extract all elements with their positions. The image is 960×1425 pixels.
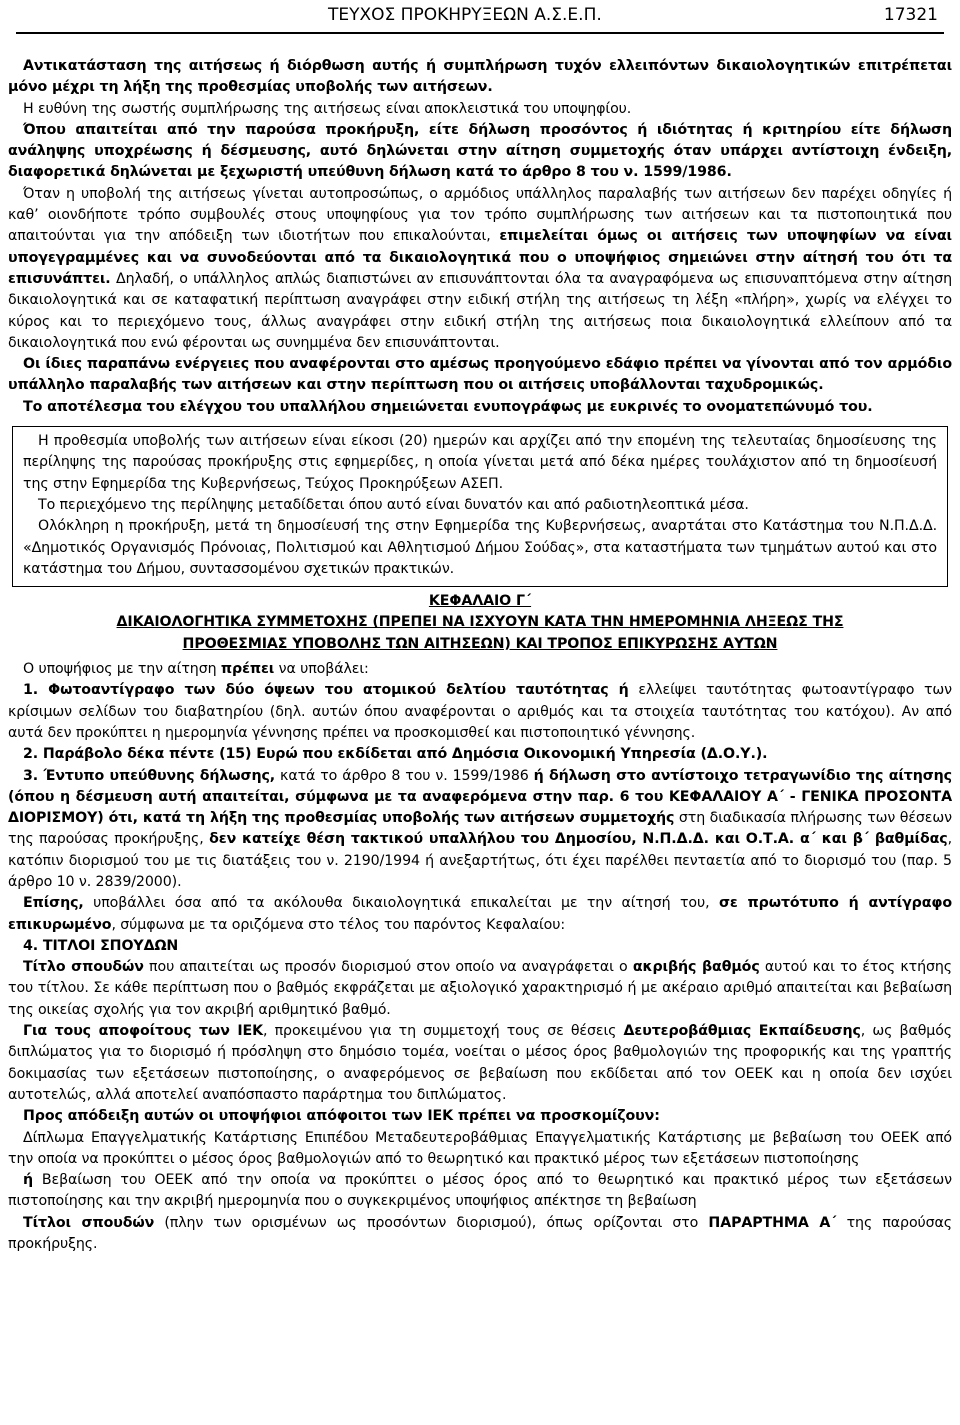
text-span: Βεβαίωση του ΟΕΕΚ από την οποία να προκύπτει ο μέσος όρος από το θεωρητικό και πρακτικό μέρος των εξετάσεων πιστοποίησης και την ακριβή ημερομηνία που ο συγκεκριμένος υποψήφιος απέκτησε τη βεβαίωση (8, 1172, 952, 1210)
text-span: στη διαδικασία πλήρωσης των θέσεων της παρούσας προκήρυξης, (8, 810, 952, 848)
paragraph-other-titles (8, 1213, 952, 1256)
paragraph-iek-proof (8, 1106, 952, 1127)
deadline-box (12, 426, 948, 587)
bold-text: ή δήλωση στο αντίστοιχο τετραγωνίδιο της αίτησης (όπου η δέσμευση αυτή απαιτείται, σύμφωνα με τα αναφερόμενα στην παρ. 6 του ΚΕΦΑΛΑΙΟΥ Α΄ - ΓΕΝΙΚΑ ΠΡΟΣΟΝΤΑ ΔΙΟΡΙΣΜΟΥ) ότι, κατά τη λήξη της προθεσμίας υποβολής των αιτήσεων συμμετοχής (8, 767, 952, 827)
bold-text: ή (23, 1172, 34, 1189)
page-header (8, 0, 952, 34)
paragraph-replacement (8, 56, 952, 99)
bold-text: Το αποτέλεσμα του ελέγχου του υπαλλήλου σημειώνεται ενυπογράφως με ευκρινές το ονοματεπώνυμό του. (23, 398, 873, 415)
text-span: αυτού και το έτος κτήσης του τίτλου. Σε κάθε περίπτωση που ο βαθμός εκφράζεται με αξιολογικό χαρακτηρισμό ή με ακέραιο αριθμό απαιτείται και βεβαίωση της οικείας σχολής για τον ακριβή αριθμητικό βαθμό. (8, 959, 952, 1018)
paragraph-declaration (8, 120, 952, 184)
chapter-subtitle-line-1: ΔΙΚΑΙΟΛΟΓΗΤΙΚΑ ΣΥΜΜΕΤΟΧΗΣ (ΠΡΕΠΕΙ ΝΑ ΙΣΧΥΟΥΝ ΚΑΤΑ ΤΗΝ ΗΜΕΡΟΜΗΝΙΑ ΛΗΞΕΩΣ ΤΗΣ (116, 614, 844, 631)
bold-text: Επίσης, (23, 895, 84, 912)
paragraph-also (8, 893, 952, 936)
publication-title: ΤΕΥΧΟΣ ΠΡΟΚΗΡΥΞΕΩΝ Α.Σ.Ε.Π. (328, 5, 602, 25)
text-span: ελλείψει ταυτότητας φωτοαντίγραφο των κρίσιμων σελίδων του διαβατηρίου (δηλ. αυτών όπου αναφέρονται ο αριθμός και τα στοιχεία ταυτότητας του κατόχου). Αν από αυτά δεν προκύπτει η ημερομηνία γέννησης πρέπει να προσκομισθεί και πιστοποιητικό γέννησης. (8, 682, 952, 741)
list-item-identity (8, 680, 952, 744)
bold-text: 1. Φωτοαντίγραφο των δύο όψεων του ατομικού δελτίου ταυτότητας ή (23, 682, 629, 699)
bold-text: πρέπει (220, 661, 275, 678)
text-span: Δηλαδή, ο υπάλληλος απλώς διαπιστώνει αν επισυνάπτονται όλα τα αναγραφόμενα ως επισυναπτόμενα στην αίτηση δικαιολογητικά και σε καταφατική περίπτωση αναγράφει στην ειδική στήλη της αιτήσεως τη λέξη «πλήρη», χωρίς να ελέγχει το κύρος και το περιεχόμενο τους, άλλως αναγράφει στην ειδική στήλη της αιτήσεως ποια δικαιολογητικά ελλείπουν από τα δικαιολογητικά που ενώ φέρονται ως συνημμένα δεν επισυνάπτονται. (8, 270, 952, 351)
bold-text: Όπου απαιτείται από την παρούσα προκήρυξη, είτε δήλωση προσόντος ή ιδιότητας ή κριτηρίου είτε δήλωση ανάληψης υποχρέωσης ή δέσμευσης, αυτό δηλώνεται στην αίτηση συμμετοχής όταν υπάρχει αντίστοιχη ένδειξη, διαφορετικά δηλώνεται με ξεχωριστή υπεύθυνη δήλωση κατά το άρθρο 8 του ν. 1599/1986. (8, 121, 952, 181)
paragraph-signature (8, 397, 952, 418)
paragraph-submission (8, 184, 952, 354)
text-span: της παρούσας προκήρυξης. (8, 1214, 953, 1253)
list-item-titles-heading (8, 936, 952, 957)
bold-text: ακριβής βαθμός (632, 959, 760, 976)
text-span: , σύμφωνα με τα οριζόμενα στο τέλος του παρόντος Κεφαλαίου: (111, 916, 566, 933)
bold-text: 3. Έντυπο υπεύθυνης δήλωσης, (23, 767, 276, 784)
bold-text: Για τους αποφοίτους των ΙΕΚ (23, 1023, 264, 1040)
bold-text: Οι ίδιες παραπάνω ενέργειες που αναφέρονται στο αμέσως προηγούμενο εδάφιο πρέπει να γίνονται από τον αρμόδιο υπάλληλο παραλαβής των αιτήσεων και στην περίπτωση που οι αιτήσεις υποβάλλονται ταχυδρομικώς. (8, 356, 952, 394)
bold-text: 4. ΤΙΤΛΟΙ ΣΠΟΥΔΩΝ (23, 937, 179, 954)
chapter-title: ΚΕΦΑΛΑΙΟ Γ΄ (428, 593, 532, 610)
box-deadline-paragraph: Η προθεσμία υποβολής των αιτήσεων είναι είκοσι (20) ημερών και αρχίζει από την επομένη της τελευταίας δημοσίευσης της περίληψης της παρούσας προκήρυξης στις εφημερίδες, η οποία γίνεται μετά από δέκα ημέρες τουλάχιστον από τη δημοσίευσή της στην Εφημερίδα της Κυβερνήσεως, Τεύχος Προκηρύξεων ΑΣΕΠ. (23, 433, 937, 492)
bold-text: σε πρωτότυπο ή αντίγραφο επικυρωμένο (8, 895, 952, 933)
list-item-declaration (8, 766, 952, 894)
text-span: κατά το άρθρο 8 του ν. 1599/1986 (275, 767, 534, 784)
chapter-subtitle-line-2: ΠΡΟΘΕΣΜΙΑΣ ΥΠΟΒΟΛΗΣ ΤΩΝ ΑΙΤΗΣΕΩΝ) ΚΑΙ ΤΡΟΠΟΣ ΕΠΙΚΥΡΩΣΗΣ ΑΥΤΩΝ (182, 635, 778, 652)
box-posting-paragraph: Ολόκληρη η προκήρυξη, μετά τη δημοσίευσή της στην Εφημερίδα της Κυβερνήσεως, αναρτάται στο Κατάστημα του Ν.Π.Δ.Δ. «Δημοτικός Οργανισμός Πρόνοιας, Πολιτισμού και Αθλητισμού Δήμου Σούδας», στα καταστήματα των τμημάτων αυτού και στο κατάστημα του Δήμου, συντασσομένου σχετικών πρακτικών. (23, 518, 937, 577)
paragraph-certificate (8, 1170, 952, 1213)
paragraph-postal (8, 354, 952, 397)
text-span: , κατόπιν διορισμού του με τις διατάξεις του ν. 2190/1994 ή ανεξαρτήτως, ότι έχει παρέλθει πενταετία από το διορισμό του (παρ. 5 άρθρο 10 ν. 2839/2000). (8, 831, 952, 890)
text-span: , προκειμένου για τη συμμετοχή τους σε θέσεις (263, 1023, 624, 1040)
text-span: Ο υποψήφιος με την αίτηση (23, 661, 221, 678)
text-span: (πλην των ορισμένων ως προσόντων διορισμού), όπως ορίζονται στο (154, 1214, 709, 1231)
bold-text: Προς απόδειξη αυτών οι υποψήφιοι απόφοιτοι των ΙΕΚ πρέπει να προσκομίζουν: (23, 1108, 660, 1125)
box-broadcast-paragraph: Το περιεχόμενο της περίληψης μεταδίδεται όπου αυτό είναι δυνατόν και από ραδιοτηλεοπτικά μέσα. (38, 496, 749, 513)
paragraph-diploma: Δίπλωμα Επαγγελματικής Κατάρτισης Επιπέδου Μεταδευτεροβάθμιας Επαγγελματικής Κατάρτισης με βεβαίωση του ΟΕΕΚ από την οποία να προκύπτει ο μέσος όρος βαθμολογιών από το θεωρητικό και πρακτικό μέρος των εξετάσεων πιστοποίησης (8, 1129, 952, 1167)
paragraph-iek (8, 1021, 952, 1106)
bold-text: ΠΑΡΑΡΤΗΜΑ Α΄ (708, 1214, 837, 1231)
paragraph-lead (8, 659, 952, 680)
bold-text: δεν κατείχε θέση τακτικού υπαλλήλου του Δημοσίου, Ν.Π.Δ.Δ. και Ο.Τ.Α. α΄ και β΄ βαθμίδας (209, 831, 948, 848)
bold-text: Τίτλοι σπουδών (23, 1214, 155, 1231)
text-span: που απαιτείται ως προσόν διορισμού στον οποίο να αναγράφεται ο (143, 959, 633, 976)
bold-text: Τίτλο σπουδών (23, 959, 144, 976)
bold-text: Δευτεροβάθμιας Εκπαίδευσης (623, 1023, 861, 1040)
text-span: , ως βαθμός διπλώματος για το διορισμό ή πρόσληψη στο δημόσιο τομέα, νοείται ο μέσος όρος βαθμολογιών της προφορικής και της γραπτής δοκιμασίας των εξετάσεων πιστοποίησης, ο αναφερόμενος σε βεβαίωση που εκδίδεται από τον ΟΕΕΚ και η οποία δεν ισχύει αυτοτελώς, αλλά αποτελεί αναπόσπαστο παράρτημα του διπλώματος. (8, 1023, 953, 1103)
text-span: να υποβάλει: (274, 661, 369, 678)
paragraph-degree (8, 957, 952, 1021)
bold-text: επιμελείται όμως οι αιτήσεις των υποψηφίων να είναι υπογεγραμμένες και να συνοδεύονται από τα δικαιολογητικά που ο υποψήφιος σημειώνει στην αίτησή του ότι τα επισυνάπτει. (8, 228, 952, 287)
text-span: υποβάλλει όσα από τα ακόλουθα δικαιολογητικά επικαλείται με την αίτησή του, (83, 895, 719, 912)
bold-text: 2. Παράβολο δέκα πέντε (15) Ευρώ που εκδίδεται από Δημόσια Οικονομική Υπηρεσία (Δ.Ο.Υ.). (23, 746, 768, 763)
list-item-fee (8, 744, 952, 765)
header-divider (16, 32, 944, 34)
text-span: Όταν η υποβολή της αιτήσεως γίνεται αυτοπροσώπως, ο αρμόδιος υπάλληλος παραλαβής των αιτήσεων δεν παρέχει οδηγίες ή καθ’ οιονδήποτε τρόπο συμβουλές στους υποψηφίους για τον τρόπο συμπλήρωσης των αιτήσεων και τα πιστοποιητικά που απαιτούνται για την απόδειξη των ιδιοτήτων που επικαλούνται, (8, 185, 952, 245)
page-number: 17321 (883, 5, 938, 25)
bold-text: Αντικατάσταση της αιτήσεως ή διόρθωση αυτής ή συμπλήρωση τυχόν ελλειπόντων δικαιολογητικών επιτρέπεται μόνο μέχρι τη λήξη της προθεσμίας υποβολής των αιτήσεων. (8, 58, 952, 96)
paragraph-responsibility: Η ευθύνη της σωστής συμπλήρωσης της αιτήσεως είναι αποκλειστικά του υποψηφίου. (23, 100, 632, 117)
document-body (8, 56, 952, 1255)
